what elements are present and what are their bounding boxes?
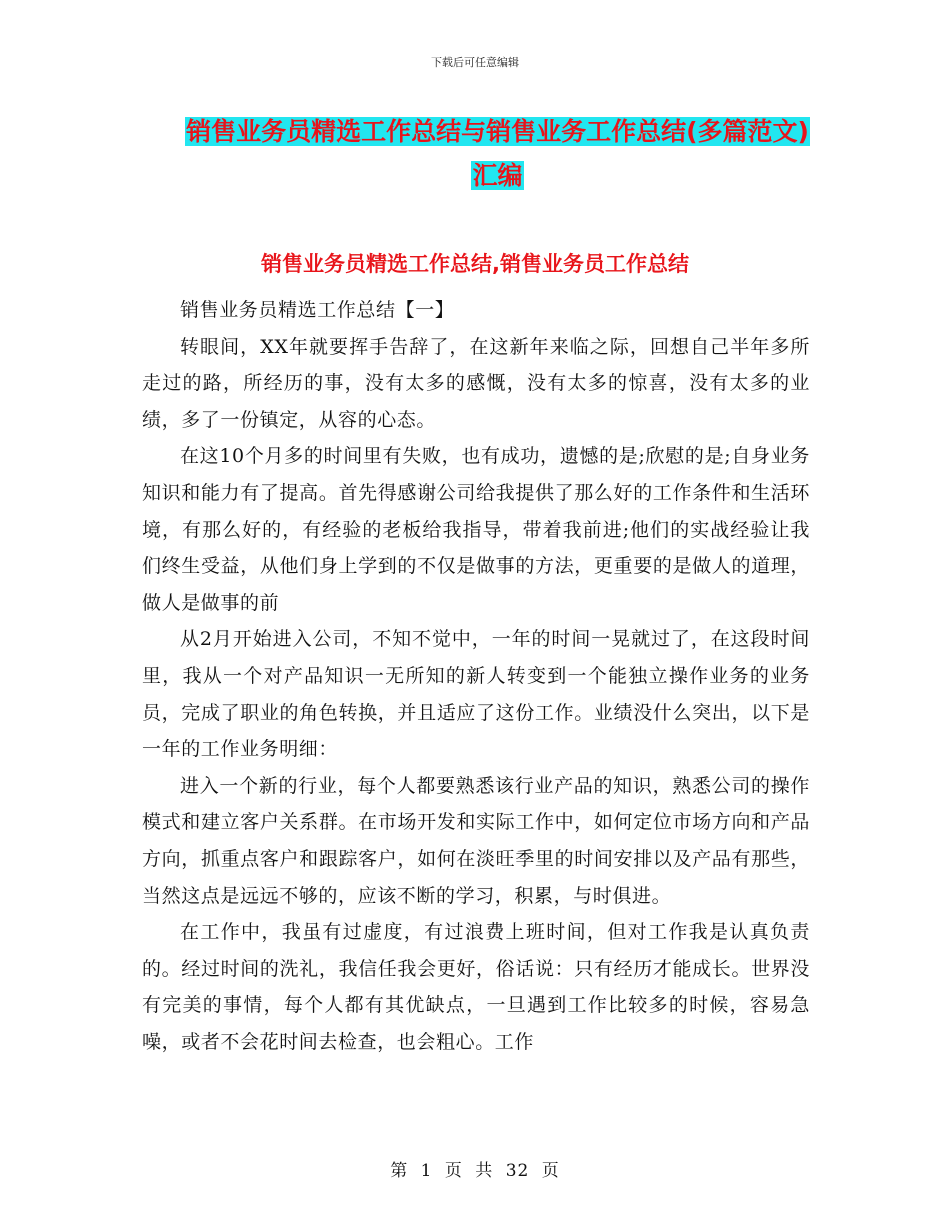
paragraph: 在工作中，我虽有过虚度，有过浪费上班时间，但对工作我是认真负责的。经过时间的洗礼，我信任我会更好，俗话说：只有经历才能成长。世界没有完美的事情，每个人都有其优缺点，一旦遇到工作比较多的时候，容易急噪，或者不会花时间去检查，也会粗心。工作 bbox=[142, 921, 810, 1053]
paragraph: 转眼间，XX年就要挥手告辞了，在这新年来临之际，回想自己半年多所走过的路，所经历的事，没有太多的感慨，没有太多的惊喜，没有太多的业绩，多了一份镇定，从容的心态。 bbox=[142, 335, 810, 431]
paragraph: 从2月开始进入公司，不知不觉中，一年的时间一晃就过了，在这段时间里，我从一个对产品知识一无所知的新人转变到一个能独立操作业务的业务员，完成了职业的角色转换，并且适应了这份工作。业绩没什么突出，以下是一年的工作业务明细： bbox=[142, 628, 810, 761]
paragraph: 进入一个新的行业，每个人都要熟悉该行业产品的知识，熟悉公司的操作模式和建立客户关系群。在市场开发和实际工作中，如何定位市场方向和产品方向，抓重点客户和跟踪客户，如何在淡旺季里的时间安排以及产品有那些，当然这点是远远不够的，应该不断的学习，积累，与时俱进。 bbox=[142, 774, 810, 907]
section-title: 销售业务员精选工作总结,销售业务员工作总结 bbox=[261, 252, 689, 276]
document-title-text: 销售业务员精选工作总结与销售业务工作总结(多篇范文)汇编 bbox=[186, 117, 809, 190]
page-number-footer: 第 1 页 共 32 页 bbox=[390, 1161, 560, 1181]
document-title bbox=[185, 110, 810, 198]
body-text bbox=[142, 292, 810, 1060]
paragraph: 销售业务员精选工作总结【一】 bbox=[180, 299, 455, 321]
header-note: 下载后可任意编辑 bbox=[431, 56, 519, 69]
paragraph: 在这10个月多的时间里有失败，也有成功，遗憾的是;欣慰的是;自身业务知识和能力有了提高。首先得感谢公司给我提供了那么好的工作条件和生活环境，有那么好的，有经验的老板给我指导，带着我前进;他们的实战经验让我们终生受益，从他们身上学到的不仅是做事的方法，更重要的是做人的道理，做人是做事的前 bbox=[142, 445, 810, 614]
